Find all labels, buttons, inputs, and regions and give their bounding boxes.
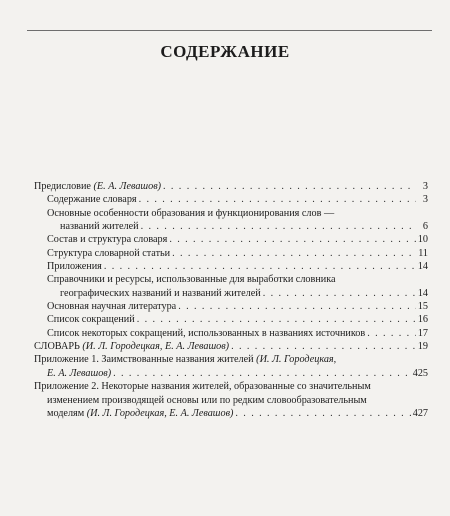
toc-entry-appendix-2[interactable]: Приложение 2. Некоторые названия жителей, образованные со значительным изменением производящей основы или по редким словообразовательным моделям (И. Л. Городецкая, Е. А. Левашов) . . . 427 (34, 380, 428, 420)
dot-leader (104, 260, 416, 273)
dot-leader (235, 407, 410, 420)
toc-entry-appendix-1[interactable]: Приложение 1. Заимствованные названия жителей (И. Л. Городецкая, Е. А. Левашов) . . . 425 (34, 353, 428, 380)
dot-leader (113, 367, 411, 380)
toc-entry-dictionary[interactable]: СЛОВАРЬ (И. Л. Городецкая, Е. А. Левашов) . . . 19 (34, 340, 428, 353)
toc-entry-abbreviations[interactable]: Список сокращений . . . 16 (34, 313, 428, 326)
dot-leader (367, 327, 416, 340)
page-number: 14 (417, 261, 428, 273)
page-title: СОДЕРЖАНИЕ (160, 42, 290, 61)
top-rule (27, 30, 432, 31)
page-number: 14 (417, 287, 428, 299)
dot-leader (137, 313, 416, 326)
toc-entry-literature[interactable]: Основная научная литература . . . 15 (34, 300, 428, 313)
toc-entry-appendices[interactable]: Приложения . . . 14 (34, 260, 428, 273)
page-number: 10 (417, 234, 428, 246)
toc-entry-preface[interactable]: Предисловие (Е. А. Левашов) . . . 3 (34, 180, 428, 193)
dot-leader (169, 233, 415, 246)
dot-leader (163, 180, 416, 193)
page-number: 3 (422, 181, 428, 192)
page-number: 16 (417, 314, 428, 326)
dot-leader (263, 287, 416, 300)
toc-entry-dictionary-contents[interactable]: Содержание словаря . . . 3 (34, 193, 428, 206)
dot-leader (172, 247, 416, 260)
page-number: 15 (417, 301, 428, 313)
dot-leader (139, 193, 416, 206)
toc-entry-composition[interactable]: Состав и структура словаря . . . 10 (34, 233, 428, 246)
page-number: 11 (418, 247, 428, 259)
toc-entry-source-abbreviations[interactable]: Список некоторых сокращений, использованных в названиях источников . . . 17 (34, 327, 428, 340)
toc-entry-references[interactable]: Справочники и ресурсы, использованные для выработки словника географических названий и названий жителей . . . 14 (34, 273, 428, 300)
toc-entry-entry-structure[interactable]: Структура словарной статьи . . . 11 (34, 247, 428, 260)
table-of-contents (34, 180, 428, 420)
page-number: 6 (422, 221, 428, 233)
page-number: 425 (412, 367, 428, 379)
dot-leader (141, 220, 416, 233)
page-number: 427 (412, 407, 428, 419)
page-number: 17 (417, 327, 428, 339)
toc-entry-main-features[interactable]: Основные особенности образования и функционирования слов — названий жителей . . . 6 (34, 207, 428, 234)
dot-leader (178, 300, 416, 313)
page-number: 19 (417, 341, 428, 353)
dot-leader (231, 340, 416, 353)
page-number: 3 (422, 194, 428, 206)
